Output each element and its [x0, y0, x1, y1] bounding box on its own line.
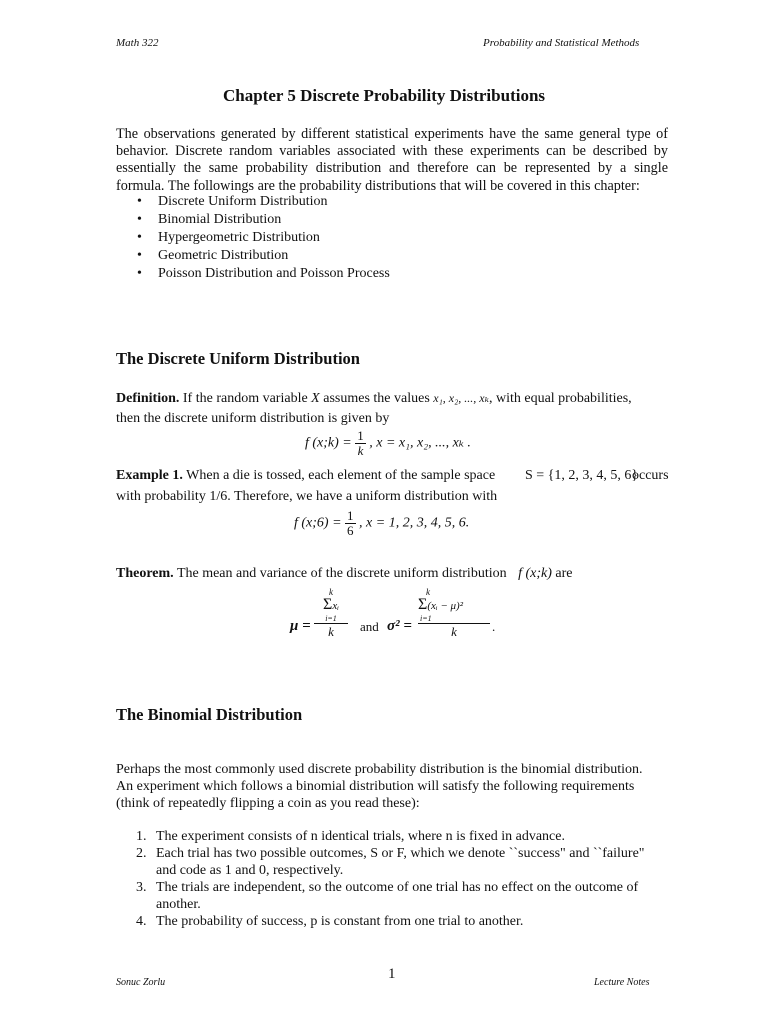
sum-lower-limit: i=1: [325, 614, 337, 623]
item-text: The experiment consists of n identical trials, where n is fixed in advance.: [156, 829, 565, 844]
sample-space: S = {1, 2, 3, 4, 5, 6}: [525, 468, 639, 483]
page-number: 1: [388, 966, 396, 982]
theorem-function: f (x;k): [518, 566, 552, 581]
mu-symbol: μ =: [290, 618, 311, 634]
paragraph-line: An experiment which follows a binomial distribution will satisfy the following requirements: [116, 779, 635, 794]
sum-term: (xᵢ − μ)²: [427, 600, 464, 612]
binomial-paragraph: [116, 761, 643, 812]
theorem-label: Theorem.: [116, 566, 174, 581]
theorem-line: [116, 565, 573, 583]
section-heading-uniform: The Discrete Uniform Distribution: [116, 349, 360, 368]
list-item: [116, 913, 656, 930]
list-item: • Discrete Uniform Distribution: [137, 193, 537, 211]
fraction-denominator: k: [418, 623, 490, 640]
list-item: [116, 879, 656, 913]
header-subject: Probability and Statistical Methods: [483, 37, 640, 49]
chapter-topic-list: [137, 193, 537, 283]
header-course: Math 322: [116, 37, 159, 49]
sum-upper-limit: k: [329, 587, 333, 597]
paragraph-line: Perhaps the most commonly used discrete probability distribution is the binomial distribution.: [116, 762, 643, 777]
intro-paragraph: The observations generated by different statistical experiments have the same general type of behavior. Discrete random variables associated with these experiments can be described by essentially the same probability distribution and therefore can be represented by a single formula. The followings are the probability distributions that will be covered in this chapter:: [116, 126, 668, 194]
example-label: Example 1.: [116, 468, 183, 483]
binomial-requirements-list: [116, 828, 656, 930]
list-item: • Poisson Distribution and Poisson Process: [137, 265, 537, 283]
definition-label: Definition.: [116, 391, 180, 406]
example-line-2: with probability 1/6. Therefore, we have a uniform distribution with: [116, 489, 498, 504]
example-line-1: [116, 467, 495, 485]
item-text: Each trial has two possible outcomes, S or F, which we denote ``success" and ``failure" and code as 1 and 0, respectively.: [156, 846, 645, 878]
period: .: [492, 619, 496, 634]
fraction: [345, 509, 356, 538]
list-item: [116, 845, 656, 879]
definition-line-1: [116, 389, 632, 408]
sum-upper-limit: k: [426, 587, 430, 597]
sigma-label: σ²: [387, 618, 400, 634]
fraction-denominator: k: [314, 623, 348, 640]
mu-label: μ: [290, 618, 299, 634]
item-number: 2.: [136, 846, 147, 861]
footer-label: Lecture Notes: [594, 977, 650, 988]
theorem-text: are: [555, 566, 573, 581]
list-item: • Geometric Distribution: [137, 247, 537, 265]
sum-sign: Σxᵢ: [323, 596, 339, 613]
item-text: The probability of success, p is constant from one trial to another.: [156, 914, 524, 929]
theorem-text: The mean and variance of the discrete uniform distribution: [176, 566, 507, 581]
definition-values: x₁, x₂, ..., xₖ: [433, 391, 489, 405]
item-number: 4.: [136, 914, 147, 929]
fraction-numerator: 1: [357, 428, 364, 443]
formula-lhs: f (x;k) =: [305, 435, 352, 451]
sum-term: xᵢ: [332, 600, 339, 612]
formula-lhs: f (x;6) =: [294, 515, 342, 531]
and-text: and: [360, 619, 379, 634]
section-heading-binomial: The Binomial Distribution: [116, 705, 303, 724]
sum-lower-limit: i=1: [420, 614, 432, 623]
item-number: 1.: [136, 829, 147, 844]
fraction-denominator: 6: [347, 523, 354, 538]
definition-text: If the random variable: [182, 391, 308, 406]
definition-variable: X: [311, 391, 320, 406]
list-item: [116, 828, 656, 845]
example-text: occurs: [632, 468, 669, 483]
formula-rhs: , x = x₁, x₂, ..., xₖ .: [369, 435, 471, 451]
example-text: When a die is tossed, each element of the sample space: [186, 468, 496, 483]
fraction: [355, 429, 366, 458]
mean-variance-formulas: [290, 588, 500, 648]
paragraph-line: (think of repeatedly flipping a coin as you read these):: [116, 796, 420, 811]
definition-text: assumes the values: [323, 391, 430, 406]
definition-line-2: then the discrete uniform distribution is given by: [116, 411, 390, 426]
formula-rhs: , x = 1, 2, 3, 4, 5, 6.: [359, 515, 470, 531]
item-text: The trials are independent, so the outcome of one trial has no effect on the outcome of another.: [156, 880, 639, 912]
item-number: 3.: [136, 880, 147, 895]
uniform-pmf-formula: [305, 429, 471, 458]
variance-fraction: [418, 588, 490, 640]
fraction-numerator: 1: [347, 508, 354, 523]
definition-text: , with equal probabilities,: [488, 391, 632, 406]
sum-sign: Σ(xᵢ − μ)²: [418, 596, 464, 613]
sigma-squared: σ² =: [387, 618, 412, 634]
page-title: Chapter 5 Discrete Probability Distributions: [222, 86, 546, 105]
die-pmf-formula: [294, 509, 469, 538]
list-item: • Binomial Distribution: [137, 211, 537, 229]
list-item: • Hypergeometric Distribution: [137, 229, 537, 247]
fraction-denominator: k: [355, 443, 366, 458]
mean-fraction: [314, 588, 348, 640]
footer-author: Sonuc Zorlu: [116, 977, 166, 988]
